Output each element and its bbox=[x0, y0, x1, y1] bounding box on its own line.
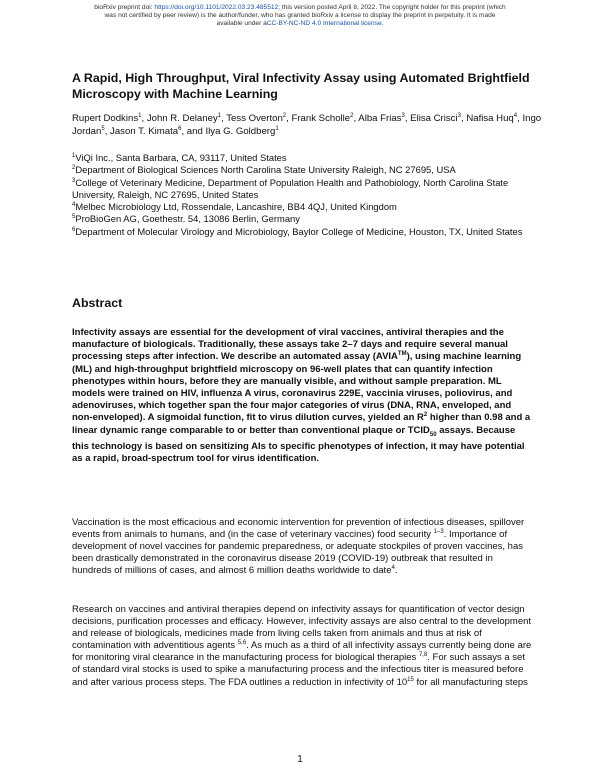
notice-text: ; this version posted April 8, 2022. The copyright holder for this preprint (which bbox=[278, 4, 506, 11]
author-separator: , bbox=[221, 113, 227, 124]
paragraph-span: . bbox=[394, 565, 398, 577]
paragraph-span: Vaccination is the most efficacious and economic intervention for prevention of infectious diseases, spillover events from animals to humans, and (in the case of veterinary vaccines) food security bbox=[72, 517, 525, 541]
affiliation-list bbox=[72, 152, 542, 238]
author-affiliation-number: 5 bbox=[101, 125, 105, 132]
affiliation-item bbox=[72, 152, 542, 164]
author-name: Rupert Dodkins bbox=[72, 113, 139, 124]
author-separator: , bbox=[353, 113, 359, 124]
abstract-heading: Abstract bbox=[72, 296, 123, 310]
author-name: Ingo Jordan bbox=[72, 113, 542, 137]
affiliation-number: 1 bbox=[72, 152, 76, 159]
author-affiliation-number: 1 bbox=[275, 125, 279, 132]
author-affiliation-number: 2 bbox=[282, 112, 287, 119]
abstract-span: ), using machine learning (ML) and high-throughput brightfield microscopy on 96-well plates that can quantify infection phenotypes within hours, before they are manually visible, and without sample preparation. ML models were trained on HIV, influenza A virus, coronavirus 229E, vaccinia viruses, poliovirus, and adenoviruses, which together span the four major categories of virus (DNA, RNA, enveloped, and non-enveloped). A sigmoidal function, fit to virus dilution curves, yielded an R bbox=[72, 351, 522, 424]
author-separator: , bbox=[286, 113, 292, 124]
trademark-superscript: TM bbox=[397, 351, 407, 358]
abstract-span: higher than 0.98 and a linear dynamic range comparable to or better than conventional plaque or TCID bbox=[72, 412, 531, 436]
author-separator: , bbox=[517, 113, 523, 124]
body-paragraph-2 bbox=[72, 604, 534, 689]
author-affiliation-number: 1 bbox=[217, 112, 222, 119]
author-name: Alba Frias bbox=[358, 113, 402, 124]
abstract-text bbox=[72, 327, 534, 465]
notice-line-3 bbox=[20, 20, 580, 28]
author-name: Jason T. Kimata bbox=[110, 126, 179, 137]
page-number: 1 bbox=[297, 754, 303, 765]
affiliation-text: Melbec Microbiology Ltd, Rossendale, Lancashire, BB4 4QJ, United Kingdom bbox=[75, 201, 397, 213]
affiliation-item bbox=[72, 201, 542, 213]
affiliation-text: ProBioGen AG, Goethestr. 54, 13086 Berlin, Germany bbox=[75, 213, 300, 225]
abstract-span: assays. Because this technology is based on sensitizing AIs to specific phenotypes of infection, it may have potential as a rapid, broad-spectrum tool for virus identification. bbox=[72, 424, 525, 464]
affiliation-item bbox=[72, 226, 542, 238]
affiliation-text: Department of Molecular Virology and Microbiology, Baylor College of Medicine, Houston, TX, United States bbox=[75, 225, 523, 237]
author-affiliation-number: 3 bbox=[401, 112, 405, 119]
author-name: Tess Overton bbox=[226, 113, 283, 124]
citation-superscript: 1–3 bbox=[433, 528, 444, 535]
affiliation-text: ViQi Inc., Santa Barbara, CA, 93117, United States bbox=[75, 152, 287, 163]
citation-superscript: 4 bbox=[391, 565, 395, 572]
preprint-notice bbox=[20, 4, 580, 28]
author-affiliation-number: 1 bbox=[138, 112, 142, 119]
author-affiliation-number: 4 bbox=[513, 112, 518, 119]
author-name: Frank Scholle bbox=[291, 113, 351, 124]
paper-title: A Rapid, High Throughput, Viral Infectivity Assay using Automated Brightfield Microscopy with Machine Learning bbox=[72, 71, 530, 101]
notice-line-1 bbox=[20, 4, 580, 12]
author-separator: , and bbox=[181, 126, 206, 137]
notice-line-2: was not certified by peer review) is the author/funder, who has granted bioRxiv a license to display the preprint in perpetuity. It is made bbox=[104, 12, 496, 19]
author-name: Nafisa Huq bbox=[466, 113, 514, 124]
affiliation-number: 6 bbox=[72, 226, 76, 233]
paragraph-span: . As much as a third of all infectivity assays currently being done are for monitoring viral clearance in the manufacturing process for biological therapies bbox=[72, 640, 532, 664]
notice-text: available under a bbox=[216, 20, 267, 27]
paragraph-span: Research on vaccines and antiviral therapies depend on infectivity assays for quantification of vector design decisions, purification processes and efficacy. However, infectivity assays are also central to the development and release of biologicals, medicines made from living cells taken from animals and thus at risk of contamination with adventitious agents bbox=[72, 604, 532, 652]
paragraph-span: . Importance of development of novel vaccines for pandemic preparedness, or adequate stockpiles of proven vaccines, has been drastically demonstrated in the coronavirus disease 2019 (COVID-19) outbreak that resulted in hundreds of millions of cases, and almost 6 million deaths worldwide to date bbox=[72, 529, 523, 577]
author-separator: , bbox=[141, 113, 147, 124]
affiliation-number: 4 bbox=[72, 202, 76, 209]
affiliation-item bbox=[72, 164, 542, 176]
doi-link[interactable]: https://doi.org/10.1101/2022.03.23.485512 bbox=[154, 4, 279, 11]
paragraph-span: . For such assays a set of standard viral stocks is used to spike a manufacturing process and the infectious titer is measured before and after various process steps. The FDA outlines a reduction in infectivity of 10 bbox=[72, 652, 525, 688]
author-separator: , bbox=[104, 126, 111, 137]
author-name: Ilya G. Goldberg bbox=[205, 126, 276, 137]
notice-text: . bbox=[381, 20, 384, 27]
exponent-superscript: 15 bbox=[407, 676, 414, 683]
author-list bbox=[72, 112, 542, 138]
citation-superscript: 5,6 bbox=[237, 640, 247, 647]
affiliation-item bbox=[72, 213, 542, 225]
affiliation-number: 3 bbox=[72, 177, 76, 184]
author-separator: , bbox=[404, 113, 411, 124]
author-affiliation-number: 3 bbox=[457, 112, 461, 119]
author-affiliation-number: 2 bbox=[350, 112, 354, 119]
license-link[interactable]: CC-BY-NC-ND 4.0 International license bbox=[266, 20, 382, 27]
affiliation-number: 2 bbox=[72, 165, 76, 172]
r-squared-superscript: 2 bbox=[423, 412, 428, 419]
paragraph-span: for all manufacturing steps bbox=[413, 676, 528, 688]
author-separator: , bbox=[460, 113, 467, 124]
affiliation-text: College of Veterinary Medicine, Department of Population Health and Pathobiology, North Carolina State University, Raleigh, NC 27695, United States bbox=[72, 176, 509, 200]
abstract-span: Infectivity assays are essential for the development of viral vaccines, antiviral therapies and the manufacture of biologicals. Traditionally, these assays take 2–7 days and require several manual processing steps after infection. We describe an automated assay (AVIA bbox=[72, 327, 508, 363]
body-paragraph-1 bbox=[72, 517, 534, 577]
author-affiliation-number: 6 bbox=[178, 125, 182, 132]
tcid-subscript: 50 bbox=[429, 431, 437, 438]
author-name: John R. Delaney bbox=[146, 113, 218, 124]
affiliation-item bbox=[72, 177, 542, 202]
citation-superscript: 7,8 bbox=[418, 652, 428, 659]
author-name: Elisa Crisci bbox=[410, 113, 458, 124]
notice-text: bioRxiv preprint doi: bbox=[94, 4, 155, 11]
affiliation-text: Department of Biological Sciences North Carolina State University Raleigh, NC 27695, USA bbox=[75, 164, 456, 176]
affiliation-number: 5 bbox=[72, 214, 76, 221]
